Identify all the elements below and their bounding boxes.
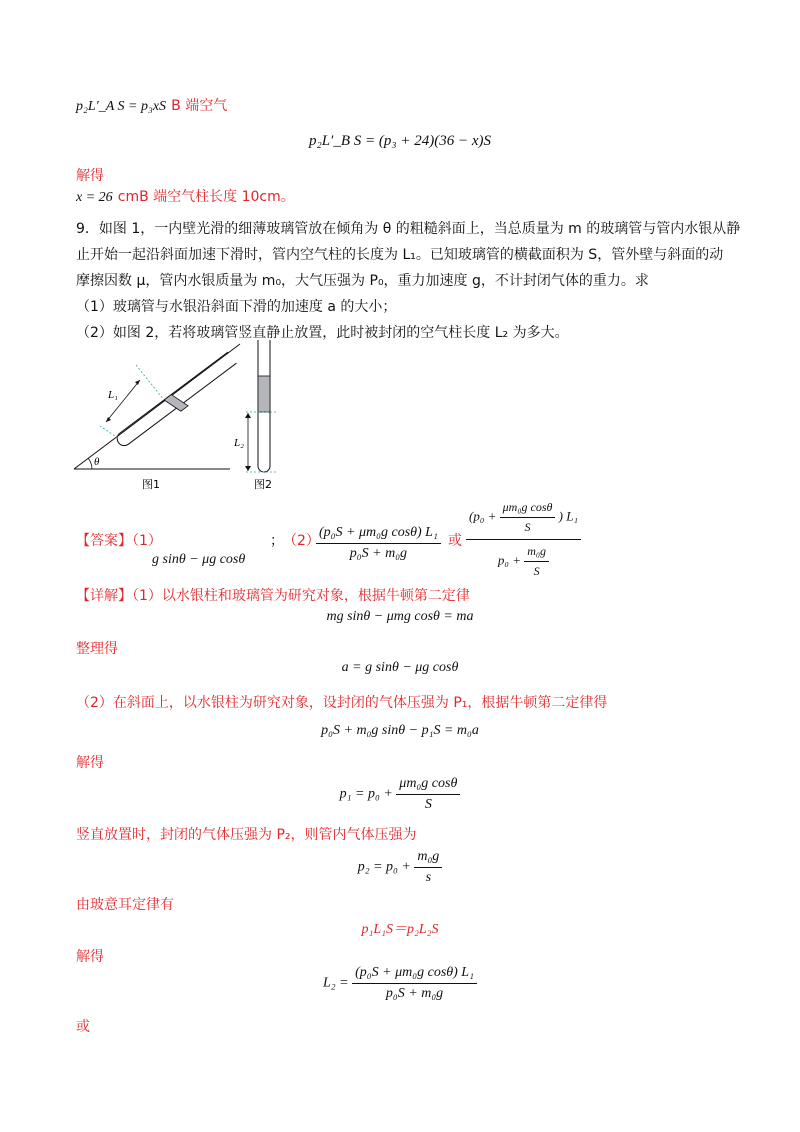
alt-num-post: ) L₁ xyxy=(558,508,578,524)
explain-tag: 【详解】 xyxy=(76,588,132,604)
explain-eq1: mg sinθ − μmg cosθ = ma xyxy=(326,609,474,624)
top-result-math: x = 26 xyxy=(76,190,113,205)
explain-arrange: 整理得 xyxy=(76,641,118,657)
question-1: （1）玻璃管与水银沿斜面下滑的加速度 a 的大小； xyxy=(76,299,397,315)
fig1-caption: 图1 xyxy=(142,478,160,491)
alt-num-frac-den: S xyxy=(524,520,531,534)
answer-alt-numerator xyxy=(466,500,581,540)
answer-alt-denominator xyxy=(466,540,581,579)
explain-eq2: a = g sinθ − μg cosθ xyxy=(341,660,459,675)
problem-line-1: 9．如图 1，一内壁光滑的细薄玻璃管放在倾角为 θ 的粗糙斜面上，当总质量为 m 的玻璃管与管内水银从静 xyxy=(76,221,741,237)
explain-eq6: p₁L₁S＝p₂L₂S xyxy=(361,922,439,937)
mercury-column-2 xyxy=(258,376,270,412)
figure-1-incline xyxy=(74,344,240,469)
top-solve-label: 解得 xyxy=(76,168,104,184)
explain-or: 或 xyxy=(76,1019,90,1035)
fig2-caption: 图2 xyxy=(254,478,272,491)
top-line1 xyxy=(76,95,227,115)
figure xyxy=(70,338,290,498)
top-result xyxy=(76,186,295,206)
theta-label: θ xyxy=(94,456,100,468)
explain-eq5 xyxy=(0,849,800,886)
explain-s1-text: （1）以水银柱和玻璃管为研究对象，根据牛顿第二定律 xyxy=(132,588,470,604)
eq4-lhs: p₁ = p₀ + xyxy=(339,786,393,802)
explain-s3: 竖直放置时，封闭的气体压强为 P₂，则管内气体压强为 xyxy=(76,827,417,843)
answer-part2: （2） xyxy=(283,533,320,549)
explain-eq4 xyxy=(0,776,800,813)
answer-2 xyxy=(316,525,441,562)
answer-label xyxy=(76,530,162,550)
answer-part1: （1） xyxy=(132,533,162,549)
figure-1-tube xyxy=(100,352,236,446)
eq5-num: m₀g xyxy=(414,849,442,868)
answer-1: g sinθ − μg cosθ xyxy=(152,552,246,567)
answer-2-num: (p₀S + μm₀g cosθ) L₁ xyxy=(316,525,441,544)
problem-line-2: 止开始一起沿斜面加速下滑时，管内空气柱的长度为 L₁。已知玻璃管的横截面积为 S，管外壁与斜面的动 xyxy=(76,247,724,263)
explain-s2: （2）在斜面上，以水银柱为研究对象，设封闭的气体压强为 P₁，根据牛顿第二定律得 xyxy=(76,695,608,711)
eq4-num: μm₀g cosθ xyxy=(396,776,460,795)
top-line1-math: p₂L′_A S = p₃xS xyxy=(76,99,167,114)
explain-solve1: 解得 xyxy=(76,755,104,771)
explain-solve2: 解得 xyxy=(76,949,104,965)
answer-2-den: p₀S + m₀g xyxy=(349,546,408,561)
alt-den-frac-num: m₀g xyxy=(524,544,549,562)
alt-num-frac-num: μm₀g cosθ xyxy=(500,500,556,518)
eq5-den: s xyxy=(425,870,432,885)
eq4-den: S xyxy=(424,797,432,812)
eq5-lhs: p₂ = p₀ + xyxy=(357,859,411,875)
problem-line-3: 摩擦因数 μ，管内水银质量为 m₀，大气压强为 P₀，重力加速度 g，不计封闭气体的重力。求 xyxy=(76,273,649,289)
top-eq-main: p₂L′_B S = (p₃ + 24)(36 − x)S xyxy=(309,133,491,149)
explain-s1 xyxy=(76,585,470,605)
alt-den-frac-den: S xyxy=(533,564,540,578)
L2-label: L₂ xyxy=(234,437,244,449)
explain-s4: 由玻意耳定律有 xyxy=(76,897,174,913)
alt-den-pre: p₀ + xyxy=(497,552,521,568)
top-line1-note: B 端空气 xyxy=(171,98,228,114)
eq7-num: (p₀S + μm₀g cosθ) L₁ xyxy=(352,965,477,984)
eq7-den: p₀S + m₀g xyxy=(385,986,444,1001)
answer-tag: 【答案】 xyxy=(76,533,132,549)
alt-num-pre: (p₀ + xyxy=(469,508,497,524)
explain-eq3: p₀S + m₀g sinθ − p₁S = m₀a xyxy=(321,723,479,738)
L1-label: L₁ xyxy=(108,389,118,401)
answer-alt xyxy=(466,500,581,579)
problem-text xyxy=(76,216,740,346)
figure-2-tube xyxy=(233,340,276,472)
answer-sep: ； xyxy=(270,533,284,549)
question-2: （2）如图 2，若将玻璃管竖直静止放置，此时被封闭的空气柱长度 L₂ 为多大。 xyxy=(76,325,569,341)
eq7-lhs: L₂ = xyxy=(323,975,349,991)
answer-or: 或 xyxy=(448,533,462,549)
top-result-note: cmB 端空气柱长度 10cm。 xyxy=(117,189,295,205)
explain-eq7 xyxy=(0,965,800,1002)
